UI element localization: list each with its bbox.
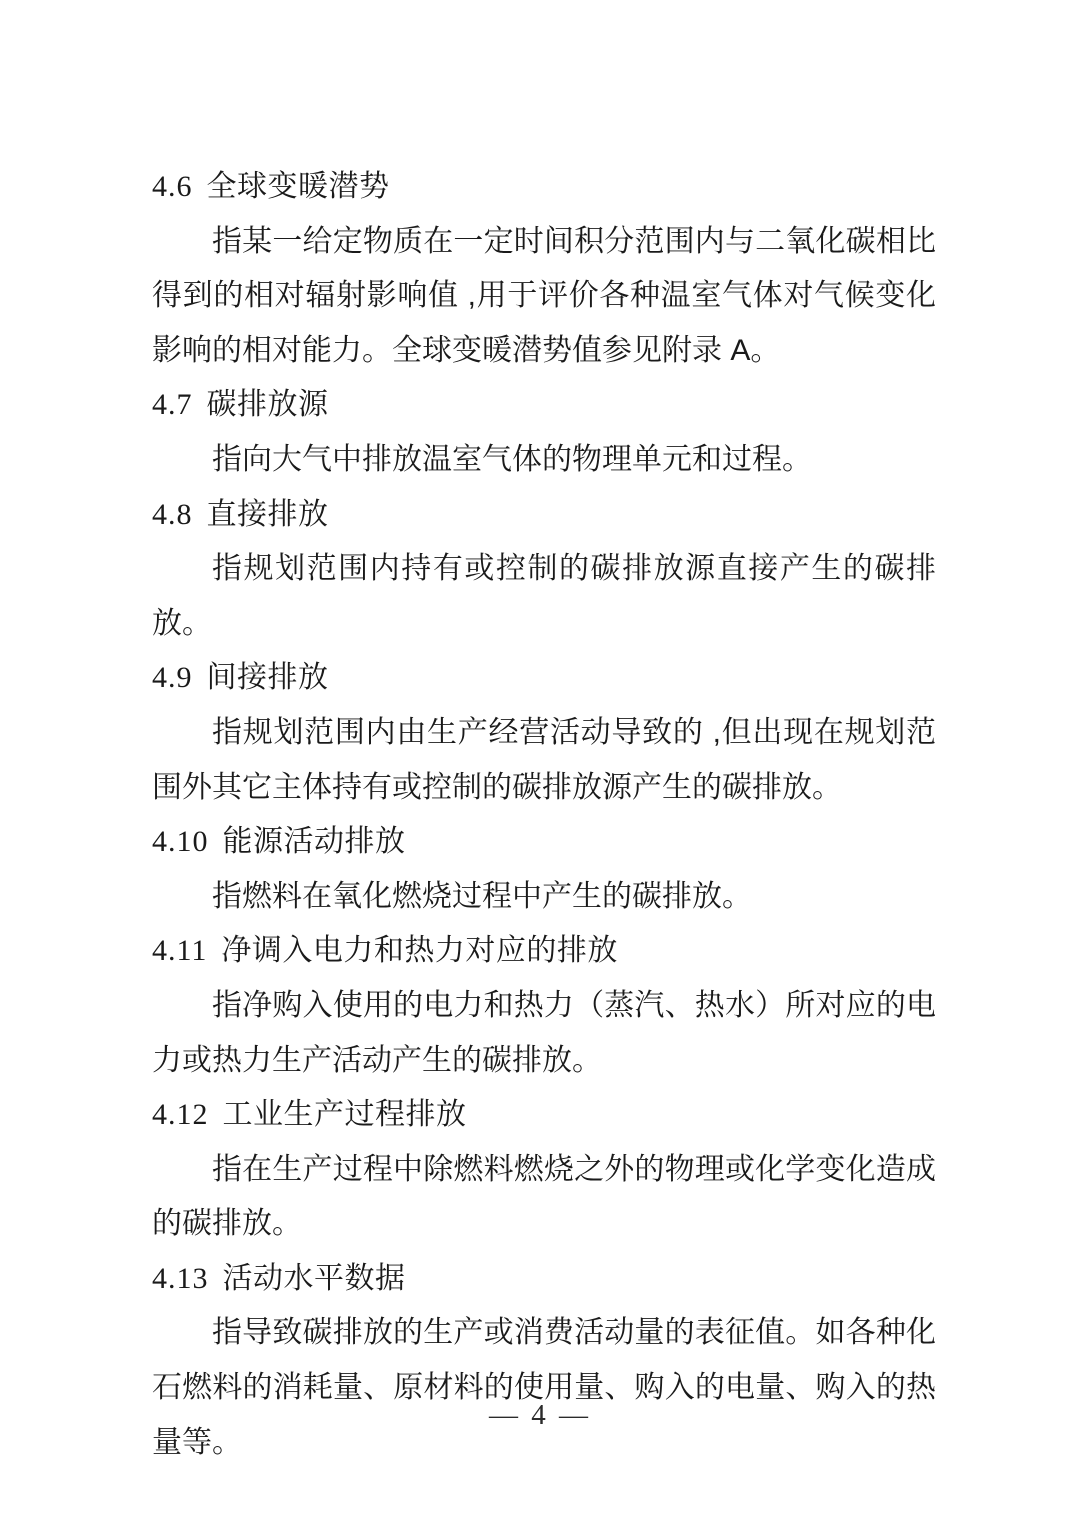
- section-title: 直接排放: [206, 497, 329, 531]
- section: [152, 815, 936, 924]
- section-title: 能源活动排放: [222, 825, 406, 859]
- section-title: 工业生产过程排放: [222, 1098, 467, 1132]
- section-paragraph: 指导致碳排放的生产或消费活动量的表征值。如各种化石燃料的消耗量、原材料的使用量、购入的电量、购入的热量等。: [152, 1316, 936, 1459]
- section: [152, 378, 936, 487]
- section: [152, 488, 936, 652]
- section-paragraph: 指净购入使用的电力和热力（蒸汽、热水）所对应的电力或热力生产活动产生的碳排放。: [152, 988, 936, 1077]
- section: [152, 160, 936, 378]
- section-heading: [152, 1088, 936, 1143]
- page-number: — 4 —: [489, 1399, 591, 1431]
- section-title: 碳排放源: [206, 388, 329, 422]
- section: [152, 1252, 936, 1470]
- section-heading: [152, 1252, 936, 1307]
- document-body: [152, 160, 936, 1470]
- section-paragraph: 指向大气中排放温室气体的物理单元和过程。: [212, 442, 812, 476]
- section-heading: [152, 378, 936, 433]
- section-number: 4.9: [152, 661, 193, 695]
- section-heading: [152, 924, 936, 979]
- section-paragraph: 指规划范围内由生产经营活动导致的 ,但出现在规划范围外其它主体持有或控制的碳排放源产生的碳排放。: [152, 715, 936, 804]
- section-heading: [152, 488, 936, 543]
- section-title: 全球变暖潜势: [206, 170, 390, 203]
- section-paragraph: 指某一给定物质在一定时间积分范围内与二氧化碳相比得到的相对辐射影响值 ,用于评价各种温室气体对气候变化影响的相对能力。全球变暖潜势值参见附录 A。: [152, 224, 936, 367]
- section-number: 4.10: [152, 825, 209, 859]
- page-footer: [0, 1398, 1080, 1432]
- section-heading: [152, 651, 936, 706]
- section-number: 4.8: [152, 497, 193, 531]
- section-number: 4.6: [152, 170, 193, 203]
- section-title: 净调入电力和热力对应的排放: [221, 934, 618, 968]
- section: [152, 1088, 936, 1252]
- section-paragraph: 指规划范围内持有或控制的碳排放源直接产生的碳排放。: [152, 552, 936, 640]
- section-number: 4.11: [152, 934, 208, 968]
- section-title: 活动水平数据: [222, 1261, 406, 1295]
- section-number: 4.12: [152, 1098, 209, 1132]
- section-paragraph: 指在生产过程中除燃料燃烧之外的物理或化学变化造成的碳排放。: [152, 1152, 936, 1241]
- section-number: 4.13: [152, 1261, 209, 1295]
- section-paragraph: 指燃料在氧化燃烧过程中产生的碳排放。: [212, 879, 752, 913]
- section-title: 间接排放: [206, 661, 329, 695]
- section: [152, 651, 936, 815]
- section: [152, 924, 936, 1088]
- section-number: 4.7: [152, 388, 193, 422]
- section-heading: [152, 160, 936, 215]
- section-heading: [152, 815, 936, 870]
